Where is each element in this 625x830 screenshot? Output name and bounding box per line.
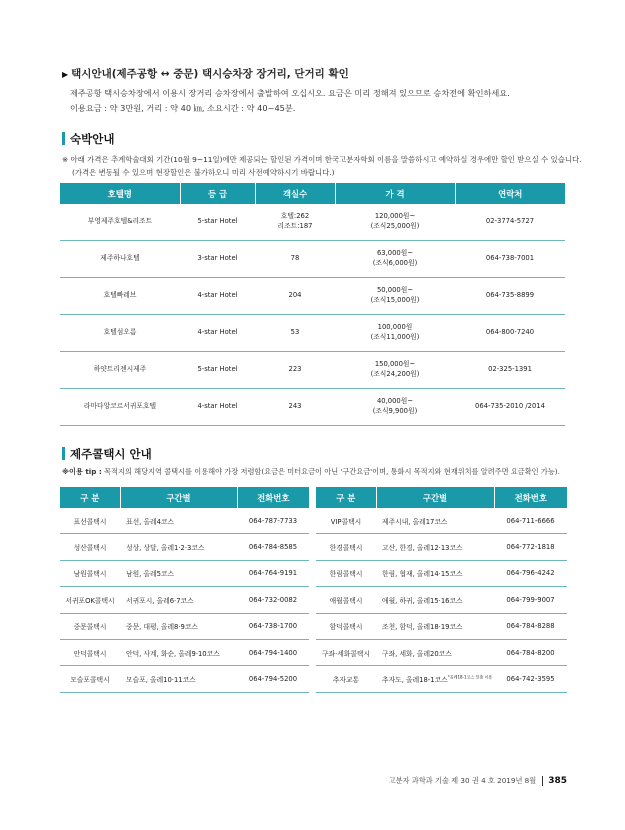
hotel-contact [455,389,565,426]
taxi-route [376,534,494,560]
hotel-rooms [255,352,335,389]
col-header: 가 격 [335,183,455,204]
hotel-price [335,241,455,278]
taxi-route-text: 조천, 함덕, 올레18·19코스 [382,623,463,632]
taxi-phone-text: 064-784-8288 [506,622,555,631]
taxi-phone [237,666,309,692]
hotel-price-text: 150,000원~ [374,360,416,369]
column-gap [309,666,316,692]
hotel-row [60,352,565,389]
hotel-rooms [255,315,335,352]
hotel-contact-text: 064-735-8899 [485,291,535,300]
taxi-route-text: 남원, 올레5코스 [126,570,175,579]
hotel-rooms-text: 243 [288,402,302,411]
taxi-phone [494,639,567,665]
column-gap [309,613,316,639]
hotel-row [60,204,565,241]
hotel-grade [180,389,255,426]
hotel-name-text: 라마다앙코르서귀포호텔 [83,402,157,411]
taxi-phone [494,560,567,586]
hotel-name [60,241,180,278]
hotel-rooms [255,389,335,426]
taxi-route [120,560,237,586]
taxi-phone [237,613,309,639]
hotel-price-text: (조식25,000원) [370,222,420,230]
taxi-phone [494,534,567,560]
taxi-row [60,587,567,613]
hotel-name [60,389,180,426]
hotel-price-text: (조식6,000원) [372,259,418,267]
call-taxi-section-heading [62,446,152,461]
taxi-section-title [62,66,349,81]
taxi-route [120,508,237,534]
hotel-rooms-text: 223 [288,365,302,374]
taxi-phone [237,534,309,560]
hotel-name-text: 호텔섬오름 [103,328,137,337]
hotel-price [335,352,455,389]
hotel-price [335,278,455,315]
hotel-price-text: (조식24,200원) [370,370,420,378]
taxi-route-text: 제주시내, 올레17코스 [382,517,448,526]
hotel-rooms [255,204,335,241]
hotel-row [60,389,565,426]
taxi-route [376,639,494,665]
column-gap [309,508,316,534]
hotel-table [60,183,565,426]
taxi-phone [237,587,309,613]
col-header: 연락처 [455,183,565,204]
hotel-contact-text: 064-800-7240 [485,328,535,337]
taxi-route-text: 구좌, 세화, 올레20코스 [382,649,452,658]
taxi-route [376,613,494,639]
taxi-route [376,666,494,692]
taxi-company-text: 서귀포OK콜택시 [65,596,115,605]
call-taxi-table-header [60,487,567,508]
hotel-name [60,352,180,389]
call-taxi-tip [62,467,560,477]
hotel-grade-text: 3-star Hotel [197,254,238,263]
hotel-name-text: 하얏트리젠시제주 [93,365,147,374]
hotel-name [60,315,180,352]
taxi-route-text: 안덕, 사계, 화순, 올레9·10코스 [126,649,220,658]
hotel-contact-text: 02-3774-5727 [485,217,535,226]
taxi-company [316,613,376,639]
taxi-phone-text: 064-796-4242 [506,569,555,578]
taxi-route [376,560,494,586]
taxi-phone-text: 064-784-8200 [506,648,555,657]
taxi-phone [494,508,567,534]
hotel-contact [455,315,565,352]
taxi-phone-text: 064-794-1400 [248,648,298,657]
taxi-company-text: 추자교통 [332,676,360,685]
taxi-route-text: 표선, 올레4코스 [126,517,175,526]
taxi-row [60,560,567,586]
taxi-route-text: 모슬포, 올레10·11코스 [126,676,196,685]
hotel-contact [455,278,565,315]
hotel-price-text: 50,000원~ [376,286,414,295]
taxi-company [316,534,376,560]
section-marker [62,447,65,460]
taxi-row [60,666,567,692]
taxi-phone-text: 064-742-3595 [506,675,555,684]
taxi-route-text: 중문, 대평, 올레8·9코스 [126,623,198,632]
hotel-grade-text: 5-star Hotel [197,217,238,226]
hotel-name [60,278,180,315]
col-header: 구 분 [60,487,120,508]
taxi-route [120,666,237,692]
taxi-phone [237,508,309,534]
hotel-price [335,315,455,352]
taxi-company [60,613,120,639]
page-number: 385 [542,776,567,786]
col-header: 등 급 [180,183,255,204]
column-gap [309,560,316,586]
lodging-note-1: ※ 아래 가격은 추계학술대회 기간(10월 9~11일)에만 제공되는 할인된 가격이며 한국고분자학회 이름을 말씀하시고 예약하실 경우에만 할인 받으실 수 있습니다. [62,155,582,164]
tip-text: 목적지의 해당지역 콜택시를 이용해야 가장 저렴함(요금은 미터요금이 아닌 '구간요금'이며, 통화시 목적지와 현재위치를 알려주면 요금확인 가능). [101,467,560,476]
taxi-company-text: 표선콜택시 [73,517,107,526]
taxi-phone-text: 064-784-8585 [248,543,298,552]
taxi-route [376,508,494,534]
col-header: 전화번호 [237,487,309,508]
hotel-price-text: (조식11,000원) [370,333,420,341]
hotel-grade-text: 5-star Hotel [197,365,238,374]
hotel-contact [455,241,565,278]
section-marker [62,132,65,145]
taxi-company [316,639,376,665]
taxi-phone [237,639,309,665]
hotel-price-text: 63,000원~ [376,249,414,258]
col-header: 구간별 [120,487,237,508]
column-gap [309,639,316,665]
taxi-route-text: 한림, 협재, 올레14·15코스 [382,570,463,579]
hotel-rooms-text: 78 [290,254,300,263]
taxi-phone-text: 064-787-7733 [248,516,298,525]
taxi-company [316,508,376,534]
hotel-contact-text: 02-325-1391 [488,365,532,374]
taxi-company-text: 한경콜택시 [329,544,363,553]
taxi-route-text: 애월, 하귀, 올레15·16코스 [382,596,463,605]
column-gap [309,587,316,613]
taxi-phone [494,613,567,639]
hotel-contact [455,204,565,241]
taxi-company-text: 안덕콜택시 [73,649,107,658]
col-header: 호텔명 [60,183,180,204]
hotel-grade-text: 4-star Hotel [197,291,238,300]
hotel-name-text: 제주하나호텔 [100,254,140,263]
taxi-route [120,639,237,665]
hotel-row [60,315,565,352]
taxi-phone-text: 064-711-6666 [506,516,555,525]
hotel-contact [455,352,565,389]
taxi-phone [237,560,309,586]
taxi-company-text: 중문콜택시 [73,623,107,632]
taxi-phone-text: 064-732-0082 [248,595,298,604]
taxi-company-text: 남원콜택시 [73,570,107,579]
taxi-company-text: 모슬포콜택시 [70,676,110,685]
taxi-phone [494,587,567,613]
hotel-grade [180,352,255,389]
column-gap [309,534,316,560]
call-taxi-title: 제주콜택시 안내 [70,446,152,461]
taxi-route [376,587,494,613]
hotel-grade [180,315,255,352]
col-header: 구 분 [316,487,376,508]
taxi-phone-text: 064-764-9191 [248,569,298,578]
hotel-name-text: 부영제주호텔&리조트 [87,217,153,226]
hotel-price-text: (조식9,900원) [372,407,418,415]
taxi-row [60,639,567,665]
hotel-grade-text: 4-star Hotel [197,402,238,411]
hotel-rooms [255,278,335,315]
hotel-price [335,204,455,241]
hotel-name [60,204,180,241]
hotel-price-text: 40,000원~ [376,397,414,406]
taxi-company [60,587,120,613]
taxi-company-text: 한림콜택시 [329,570,363,579]
taxi-route-text: 추자도, 올레18-1코스 [382,676,448,685]
taxi-company-text: 구좌·세화콜택시 [321,649,371,658]
hotel-table-header [60,183,565,204]
taxi-route-text: 서귀포시, 올레6·7코스 [126,596,194,605]
taxi-company [316,666,376,692]
col-header: 객실수 [255,183,335,204]
taxi-company-text: VIP콜택시 [330,517,362,526]
hotel-row [60,241,565,278]
lodging-note-2: (가격은 변동될 수 있으며 현장할인은 불가하오니 미리 사전예약하시기 바랍니다.) [72,168,335,177]
taxi-company [60,534,120,560]
taxi-phone-text: 064-772-1818 [506,543,555,552]
taxi-company-text: 성산콜택시 [73,544,107,553]
column-gap [309,487,316,508]
taxi-company [60,666,120,692]
journal-info: 고분자 과학과 기술 제 30 권 4 호 2019년 8월 [388,776,537,785]
taxi-title-text: 택시안내(제주공항 ↔ 중문) 택시승차장 장거리, 단거리 확인 [71,68,349,80]
taxi-company [60,508,120,534]
taxi-company [316,587,376,613]
taxi-route-text: 고산, 한경, 올레12·13코스 [382,544,463,553]
hotel-rooms [255,241,335,278]
taxi-company-text: 함덕콜택시 [329,623,363,632]
hotel-name-text: 호텔빠레브 [103,291,137,300]
lodging-section-heading [62,131,114,146]
taxi-route [120,613,237,639]
route-footnote: *올레18-1코스 일출 이용 [447,674,493,680]
page-footer [389,776,567,786]
taxi-phone [494,666,567,692]
taxi-route [120,587,237,613]
taxi-row [60,534,567,560]
taxi-route-text: 성상, 상달, 올레1·2·3코스 [126,544,205,553]
hotel-contact-text: 064-738-7001 [485,254,535,263]
hotel-rooms-text: 204 [288,291,302,300]
taxi-company [316,560,376,586]
col-header: 구간별 [376,487,494,508]
taxi-info-line-2: 이용요금 : 약 3만원, 거리 : 약 40 ㎞, 소요시간 : 약 40~45분. [70,103,296,113]
hotel-grade-text: 4-star Hotel [197,328,238,337]
hotel-grade [180,278,255,315]
col-header: 전화번호 [494,487,567,508]
hotel-price-text: (조식15,000원) [370,296,420,304]
lodging-title: 숙박안내 [70,131,115,146]
taxi-row [60,508,567,534]
hotel-rooms-text: 53 [290,328,300,337]
hotel-grade [180,241,255,278]
hotel-price-text: 100,000원 [377,323,413,332]
tip-label: ※이용 tip : [62,467,102,476]
triangle-bullet-icon: ▶ [62,70,69,79]
taxi-row [60,613,567,639]
hotel-row [60,278,565,315]
taxi-phone-text: 064-799-9007 [506,595,555,604]
taxi-phone-text: 064-794-5200 [248,675,298,684]
taxi-phone-text: 064-738-1700 [248,622,298,631]
taxi-company [60,560,120,586]
hotel-rooms-text: 리조트:187 [277,222,313,230]
hotel-price-text: 120,000원~ [374,212,416,221]
taxi-route [120,534,237,560]
hotel-contact-text: 064-735-2010 /2014 [475,402,545,411]
hotel-grade [180,204,255,241]
taxi-company [60,639,120,665]
hotel-price [335,389,455,426]
call-taxi-table [60,487,567,693]
taxi-info-line-1: 제주공항 택시승차장에서 이용시 장거리 승차장에서 출발하여 오십시오. 요금은 미리 정해져 있으므로 승차전에 확인하세요. [70,88,510,98]
hotel-rooms-text: 호텔:262 [280,212,310,221]
taxi-company-text: 애월콜택시 [329,596,363,605]
